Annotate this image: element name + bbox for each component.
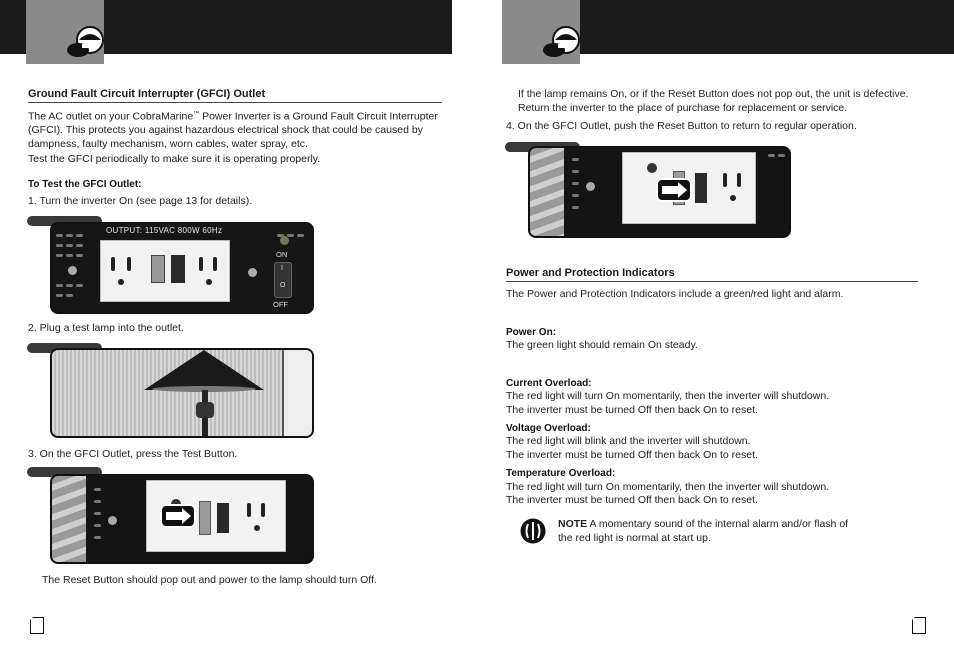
- switch-o-label: O: [280, 282, 286, 289]
- gfci-intro-post: Power Inverter is a Ground Fault Circuit Interrupter (GFCI). This protects you against hazardous electrical shock that could be caused by dampness, faulty mechanism, worn cables, water spray, etc.: [28, 110, 438, 150]
- temperature-overload-line-1: The red light will turn On momentarily, then the inverter will shutdown.: [506, 481, 830, 493]
- indicators-intro: The Power and Protection Indicators include a green/red light and alarm.: [506, 288, 844, 300]
- switch-off-label: OFF: [273, 300, 288, 309]
- test-button: [151, 255, 165, 283]
- figure-3-press-test: [50, 474, 314, 564]
- left-page-number-box: [30, 617, 44, 634]
- trademark-mark: ™: [193, 111, 200, 117]
- person-with-helmet-icon: [542, 26, 582, 62]
- arrow-right-icon: [656, 178, 692, 202]
- cobra-note-icon: [519, 517, 547, 545]
- step-2-text: 2. Plug a test lamp into the outlet.: [28, 322, 184, 334]
- gfci-intro: [28, 108, 446, 151]
- power-on-text: The green light should remain On steady.: [506, 339, 698, 351]
- indicators-section-title: Power and Protection Indicators: [506, 267, 918, 282]
- screw-icon: [586, 182, 595, 191]
- note-text: A momentary sound of the internal alarm and/or flash of the red light is normal at start up.: [558, 518, 849, 544]
- reset-button: [171, 255, 185, 283]
- lamp-shade: [144, 350, 264, 390]
- power-switch: [274, 262, 292, 298]
- step-3-text: 3. On the GFCI Outlet, press the Test Button.: [28, 448, 238, 460]
- test-button: [199, 501, 211, 535]
- voltage-overload-line-2: The inverter must be turned Off then back On to reset.: [506, 449, 758, 461]
- after-step-3-text: The Reset Button should pop out and power to the lamp should turn Off.: [42, 574, 377, 586]
- step-4-text: 4. On the GFCI Outlet, push the Reset Button to return to regular operation.: [506, 120, 857, 132]
- reset-button: [217, 503, 229, 533]
- switch-i-label: I: [281, 265, 283, 272]
- voltage-overload-heading: Voltage Overload:: [506, 423, 591, 434]
- gfci-section-title: Ground Fault Circuit Interrupter (GFCI) Outlet: [28, 88, 442, 103]
- lamp-remains-on-text: If the lamp remains On, or if the Reset Button does not pop out, the unit is defective. Return the inverter to the place of purchase for replacement or service.: [518, 88, 909, 114]
- figure-4-press-reset: [528, 146, 791, 238]
- right-page-number-box: [912, 617, 926, 634]
- screw-icon: [108, 516, 117, 525]
- note-block: [558, 518, 858, 545]
- gfci-outlet: [100, 240, 230, 302]
- screw-icon: [68, 266, 77, 275]
- note-label: NOTE: [558, 518, 588, 530]
- power-on-heading: Power On:: [506, 327, 557, 338]
- test-periodically-text: Test the GFCI periodically to make sure it is operating properly.: [28, 153, 321, 165]
- step-1-text: 1. Turn the inverter On (see page 13 for details).: [28, 195, 253, 207]
- right-header-tab: [502, 0, 580, 64]
- current-overload-heading: Current Overload:: [506, 378, 592, 389]
- switch-on-label: ON: [276, 250, 288, 259]
- gfci-intro-pre: The AC outlet on your CobraMarine: [28, 110, 194, 123]
- page-gutter: [452, 0, 502, 54]
- current-overload-line-1: The red light will turn On momentarily, then the inverter will shutdown.: [506, 390, 830, 402]
- current-overload-line-2: The inverter must be turned Off then back On to reset.: [506, 404, 758, 416]
- screw-icon: [248, 268, 257, 277]
- reset-button: [695, 173, 707, 203]
- output-rating-label: OUTPUT: 115VAC 800W 60Hz: [106, 226, 223, 235]
- temperature-overload-line-2: The inverter must be turned Off then back On to reset.: [506, 494, 758, 506]
- indicator-light: [280, 236, 289, 245]
- test-gfci-subhead: To Test the GFCI Outlet:: [28, 179, 142, 190]
- figure-1-inverter-panel: [50, 222, 314, 314]
- voltage-overload-line-1: The red light will blink and the inverter will shutdown.: [506, 435, 751, 447]
- temperature-overload-heading: Temperature Overload:: [506, 468, 616, 479]
- arrow-right-icon: [160, 504, 196, 528]
- left-header-tab: [26, 0, 104, 64]
- person-with-helmet-icon: [66, 26, 106, 62]
- figure-2-test-lamp: [50, 348, 314, 438]
